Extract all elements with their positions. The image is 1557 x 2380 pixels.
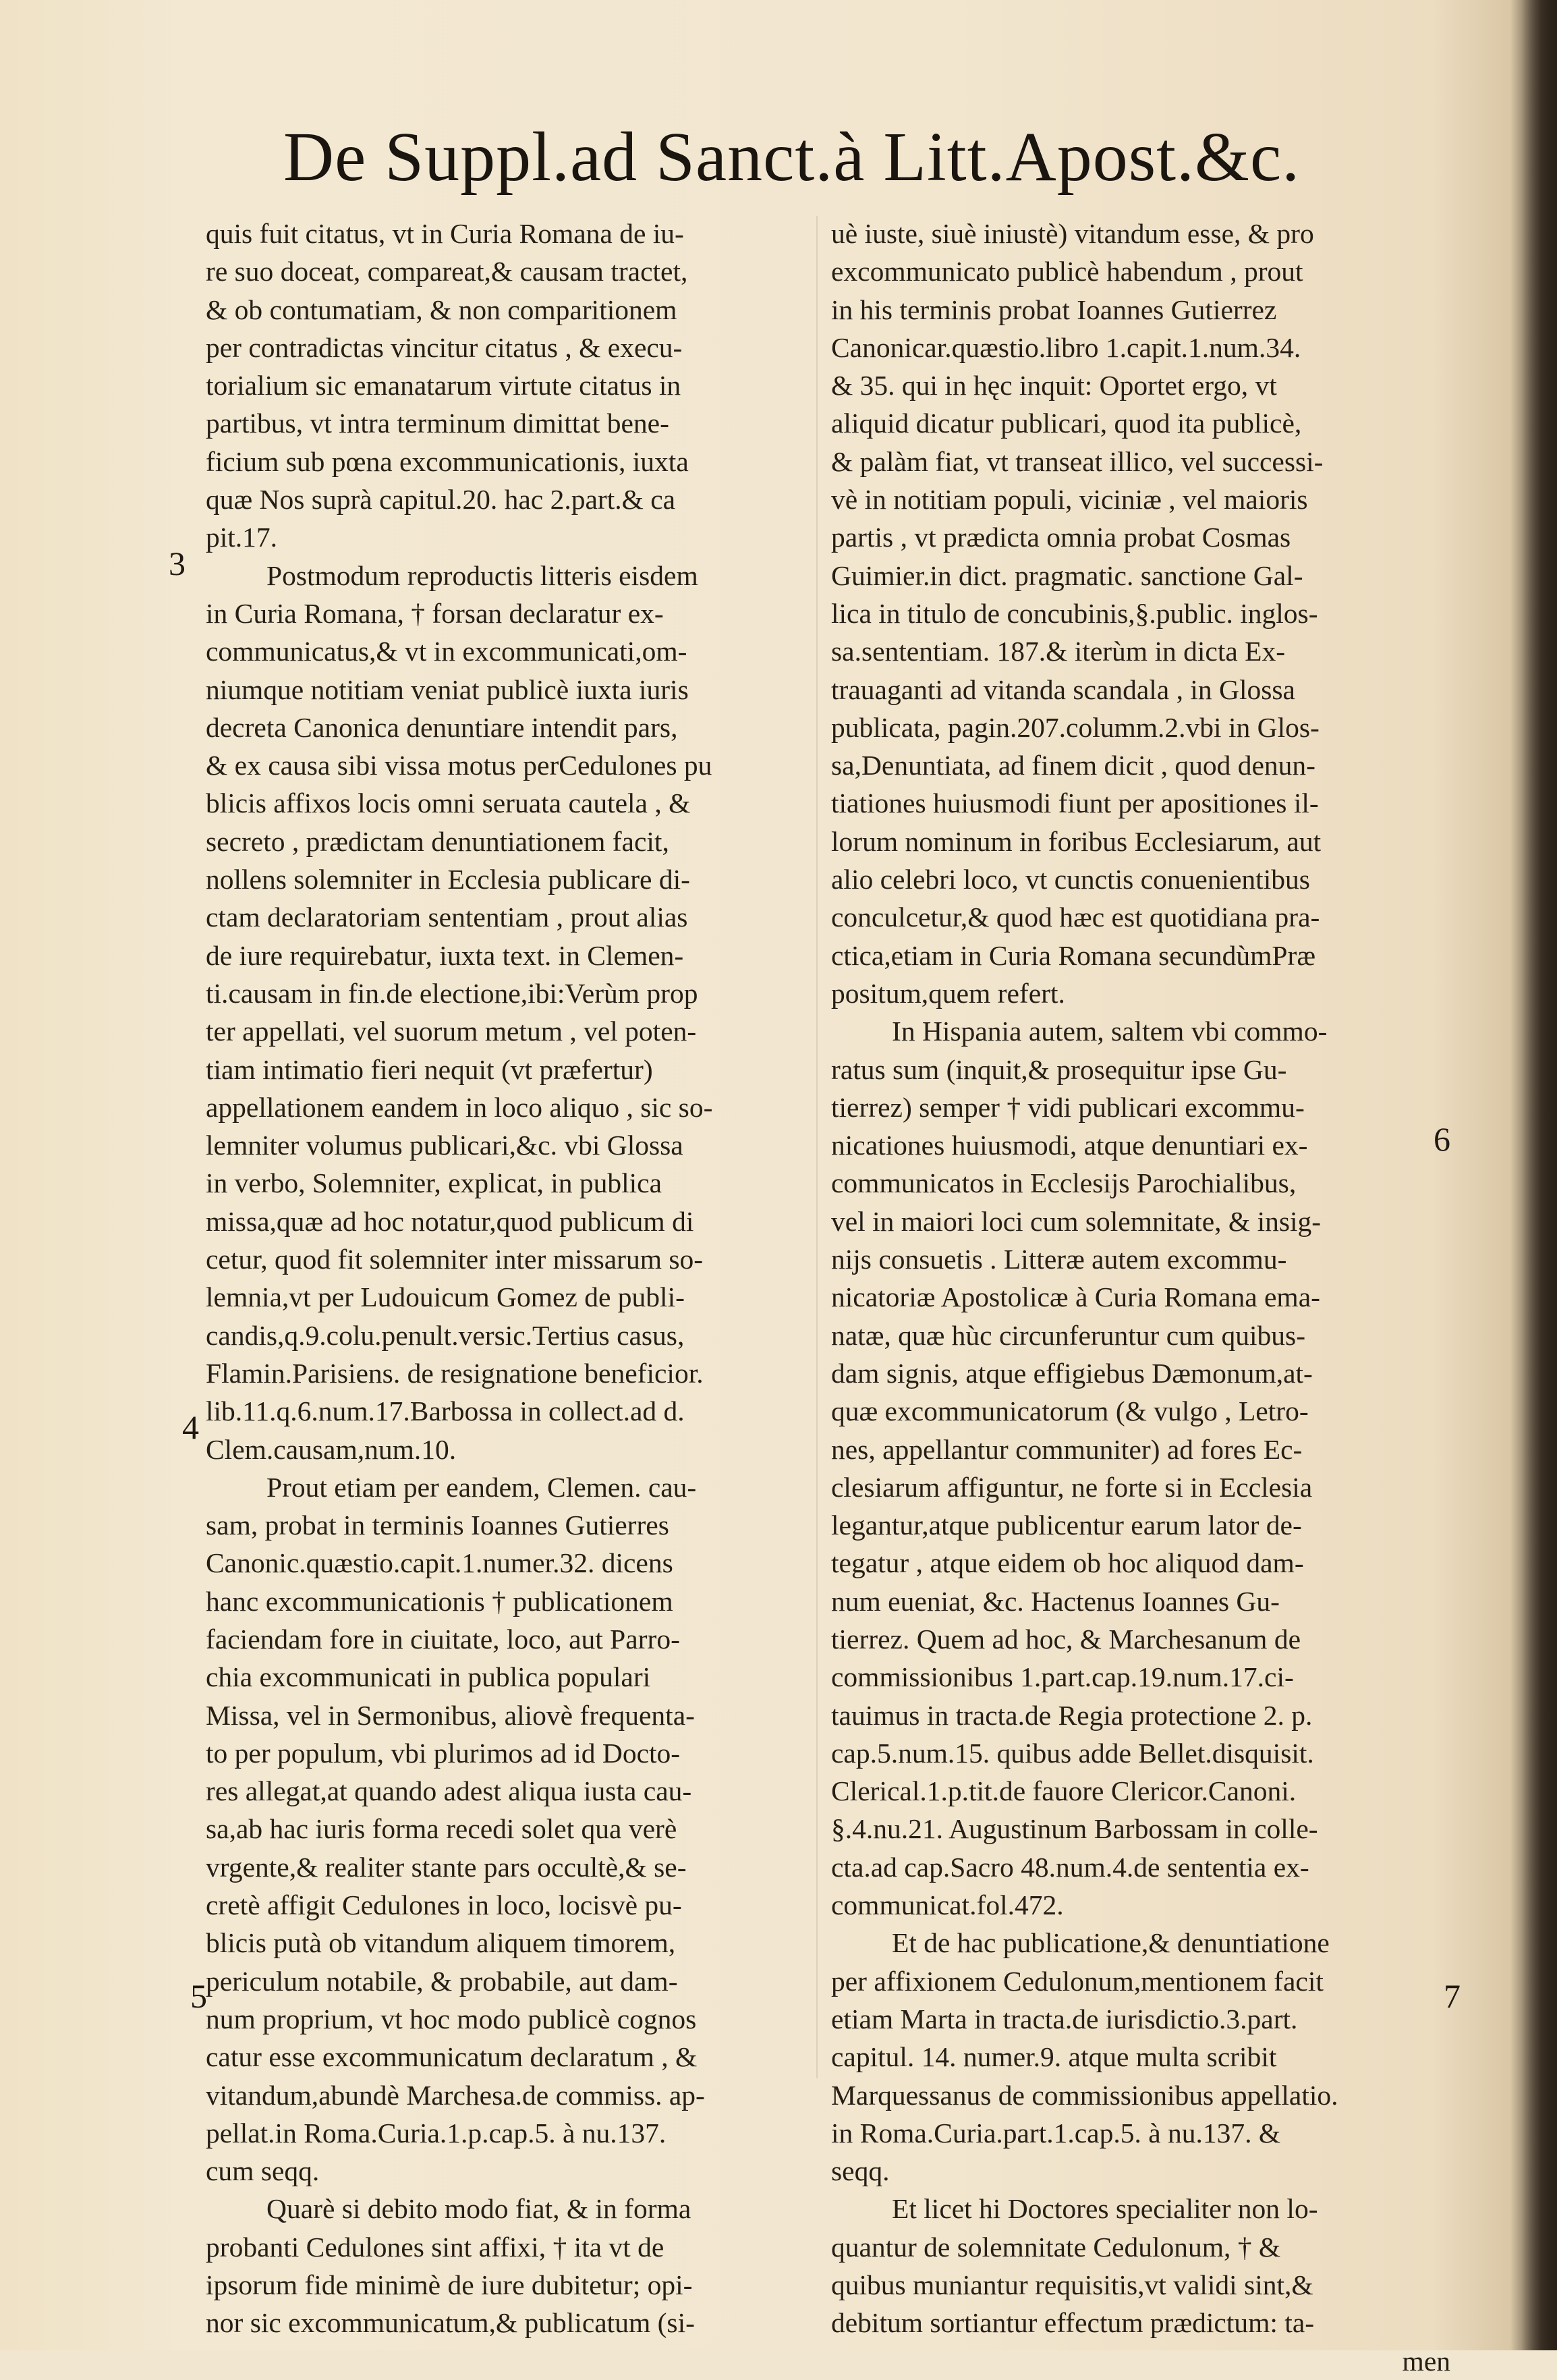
- text-line: per affixionem Cedulonum,mentionem facit: [831, 1965, 1324, 1997]
- binding-shadow: [1521, 0, 1557, 2350]
- text-line: catur esse excommunicatum declaratum , &: [206, 2041, 698, 2073]
- text-line: cap.5.num.15. quibus adde Bellet.disquisit.: [831, 1737, 1314, 1769]
- text-line: sa,ab hac iuris forma recedi solet qua verè: [206, 1813, 677, 1845]
- text-line: ctica,etiam in Curia Romana secundùmPræ: [831, 939, 1316, 971]
- text-line: vrgente,& realiter stante pars occultè,& se-: [206, 1851, 687, 1883]
- text-line: to per populum, vbi plurimos ad id Docto-: [206, 1737, 681, 1769]
- text-line: blicis affixos locis omni seruata cautela , &: [206, 787, 691, 819]
- text-line: tegatur , atque eidem ob hoc aliquod dam-: [831, 1547, 1304, 1579]
- text-line: probanti Cedulones sint affixi, † ita vt de: [206, 2231, 664, 2263]
- margin-number-7: 7: [1444, 1977, 1461, 2015]
- text-line: ter appellati, vel suorum metum , vel poten-: [206, 1016, 697, 1047]
- text-line: communicat.fol.472.: [831, 1889, 1064, 1921]
- margin-number-6: 6: [1434, 1120, 1450, 1158]
- text-line: Flamin.Parisiens. de resignatione beneficior.: [206, 1357, 704, 1389]
- margin-number-3: 3: [169, 545, 186, 582]
- text-line: & ex causa sibi vissa motus perCedulones pu: [206, 750, 712, 781]
- text-line: cta.ad cap.Sacro 48.num.4.de sententia ex-: [831, 1851, 1309, 1883]
- text-line: nor sic excommunicatum,& publicatum (si-: [206, 2307, 695, 2339]
- text-line: cetur, quod fit solemniter inter missarum so-: [206, 1244, 704, 1275]
- text-line: chia excommunicati in publica populari: [206, 1661, 651, 1693]
- margin-number-4: 4: [182, 1408, 199, 1446]
- text-line: torialium sic emanatarum virtute citatus in: [206, 370, 681, 402]
- text-line: nicationes huiusmodi, atque denuntiari ex-: [831, 1130, 1308, 1161]
- text-line: dam signis, atque effigiebus Dæmonum,at-: [831, 1357, 1313, 1389]
- text-line: clesiarum affiguntur, ne forte si in Ecclesia: [831, 1471, 1313, 1503]
- text-line: vitandum,abundè Marchesa.de commiss. ap-: [206, 2079, 705, 2111]
- text-line: lemnia,vt per Ludouicum Gomez de publi-: [206, 1281, 685, 1313]
- text-line: ratus sum (inquit,& prosequitur ipse Gu-: [831, 1053, 1287, 1085]
- text-line: cretè affigit Cedulones in loco, locisvè pu-: [206, 1889, 682, 1921]
- text-line: ctam declaratoriam sententiam , prout alias: [206, 902, 688, 933]
- text-line: lica in titulo de concubinis,§.public. inglos-: [831, 597, 1318, 629]
- text-line: niumque notitiam veniat publicè iuxta iuris: [206, 673, 689, 705]
- text-line: Prout etiam per eandem, Clemen. cau-: [266, 1471, 697, 1503]
- text-line: secreto , prædictam denuntiationem facit,: [206, 825, 669, 857]
- text-line: per contradictas vincitur citatus , & execu-: [206, 331, 683, 363]
- text-line: sa.sententiam. 187.& iterùm in dicta Ex-: [831, 636, 1286, 667]
- text-line: communicatos in Ecclesijs Parochialibus,: [831, 1167, 1297, 1199]
- text-line: & ob contumatiam, & non comparitionem: [206, 294, 677, 325]
- text-line: legantur,atque publicentur earum lator de-: [831, 1510, 1302, 1541]
- margin-number-5: 5: [190, 1977, 207, 2015]
- text-line: periculum notabile, & probabile, aut dam-: [206, 1965, 678, 1997]
- text-line: tiam intimatio fieri nequit (vt præfertur): [206, 1053, 653, 1085]
- text-line: quibus muniantur requisitis,vt validi sint,&: [831, 2269, 1313, 2301]
- text-line: nollens solemniter in Ecclesia publicare di-: [206, 864, 690, 895]
- text-line: num eueniat, &c. Hactenus Ioannes Gu-: [831, 1585, 1280, 1617]
- text-line: In Hispania autem, saltem vbi commo-: [892, 1016, 1328, 1047]
- text-line: de iure requirebatur, iuxta text. in Clemen-: [206, 939, 684, 971]
- text-line: lemniter volumus publicari,&c. vbi Glossa: [206, 1130, 683, 1161]
- text-line: blicis putà ob vitandum aliquem timorem,: [206, 1927, 676, 1959]
- text-line: partibus, vt intra terminum dimittat bene-: [206, 408, 669, 439]
- text-line: sam, probat in terminis Ioannes Gutierres: [206, 1510, 669, 1541]
- text-line: hanc excommunicationis † publicationem: [206, 1585, 673, 1617]
- text-line: & 35. qui in hęc inquit: Oportet ergo, vt: [831, 370, 1277, 402]
- page-header-title: De Suppl.ad Sanct.à Litt.Apost.&c.: [283, 118, 1301, 196]
- right-text-column: [831, 215, 1450, 2380]
- text-line: quæ Nos suprà capitul.20. hac 2.part.& ca: [206, 484, 676, 516]
- text-line: decreta Canonica denuntiare intendit pars,: [206, 711, 678, 743]
- text-line: Canonicar.quæstio.libro 1.capit.1.num.34.: [831, 331, 1301, 363]
- text-line: re suo doceat, compareat,& causam tractet,: [206, 256, 688, 287]
- text-line: Clerical.1.p.tit.de fauore Clericor.Canoni.: [831, 1775, 1297, 1807]
- text-line: etiam Marta in tracta.de iurisdictio.3.part.: [831, 2003, 1298, 2035]
- text-line: appellationem eandem in loco aliquo , sic so-: [206, 1091, 713, 1123]
- text-line: in his terminis probat Ioannes Gutierrez: [831, 294, 1277, 325]
- text-line: pit.17.: [206, 522, 278, 553]
- text-line: quis fuit citatus, vt in Curia Romana de iu-: [206, 218, 684, 249]
- text-line: ficium sub pœna excommunicationis, iuxta: [206, 445, 689, 477]
- text-line: missa,quæ ad hoc notatur,quod publicum di: [206, 1205, 694, 1237]
- left-text-column: [206, 215, 825, 2342]
- text-line: commissionibus 1.part.cap.19.num.17.ci-: [831, 1661, 1294, 1693]
- text-line: quantur de solemnitate Cedulonum, † &: [831, 2231, 1281, 2263]
- text-line: Clem.causam,num.10.: [206, 1433, 457, 1465]
- text-line: Et de hac publicatione,& denuntiatione: [892, 1927, 1330, 1959]
- text-line: cum seqq.: [206, 2155, 320, 2187]
- text-line: Marquessanus de commissionibus appellatio.: [831, 2079, 1338, 2111]
- text-line: Missa, vel in Sermonibus, aliovè frequenta-: [206, 1699, 695, 1731]
- text-line: tauimus in tracta.de Regia protectione 2. p.: [831, 1699, 1313, 1731]
- text-line: in verbo, Solemniter, explicat, in publica: [206, 1167, 662, 1199]
- text-line: res allegat,at quando adest aliqua iusta cau-: [206, 1775, 692, 1807]
- text-line: vè in notitiam populi, viciniæ , vel maioris: [831, 484, 1308, 516]
- text-line: capitul. 14. numer.9. atque multa scribit: [831, 2041, 1277, 2073]
- text-line: num proprium, vt hoc modo publicè cognos: [206, 2003, 697, 2035]
- text-line: quæ excommunicatorum (& vulgo , Letro-: [831, 1395, 1309, 1427]
- text-line: sa,Denuntiata, ad finem dicit , quod denun-: [831, 750, 1315, 781]
- text-line: vel in maiori loci cum solemnitate, & insig-: [831, 1205, 1322, 1237]
- text-line: tierrez. Quem ad hoc, & Marchesanum de: [831, 1623, 1301, 1655]
- text-line: in Curia Romana, † forsan declaratur ex-: [206, 597, 664, 629]
- text-line: excommunicato publicè habendum , prout: [831, 256, 1303, 287]
- text-line: tiationes huiusmodi fiunt per apositiones il-: [831, 787, 1319, 819]
- text-line: trauaganti ad vitanda scandala , in Glossa: [831, 673, 1295, 705]
- text-line: Postmodum reproductis litteris eisdem: [266, 559, 698, 591]
- text-line: candis,q.9.colu.penult.versic.Tertius casus,: [206, 1319, 685, 1351]
- text-line: men: [1402, 2345, 1450, 2377]
- text-line: nicatoriæ Apostolicæ à Curia Romana ema-: [831, 1281, 1320, 1313]
- text-line: in Roma.Curia.part.1.cap.5. à nu.137. &: [831, 2117, 1281, 2149]
- text-line: pellat.in Roma.Curia.1.p.cap.5. à nu.137.: [206, 2117, 667, 2149]
- text-line: Guimier.in dict. pragmatic. sanctione Gal-: [831, 559, 1303, 591]
- text-line: debitum sortiantur effectum prædictum: ta-: [831, 2307, 1315, 2339]
- text-line: natæ, quæ hùc circunferuntur cum quibus-: [831, 1319, 1306, 1351]
- text-line: Canonic.quæstio.capit.1.numer.32. dicens: [206, 1547, 673, 1579]
- text-line: nijs consuetis . Litteræ autem excommu-: [831, 1244, 1287, 1275]
- text-line: conculcetur,& quod hæc est quotidiana pra-: [831, 902, 1320, 933]
- text-line: faciendam fore in ciuitate, loco, aut Parro-: [206, 1623, 680, 1655]
- text-line: ti.causam in fin.de electione,ibi:Verùm prop: [206, 977, 698, 1009]
- text-line: communicatus,& vt in excommunicati,om-: [206, 636, 687, 667]
- text-line: ipsorum fide minimè de iure dubitetur; opi-: [206, 2269, 693, 2301]
- text-line: §.4.nu.21. Augustinum Barbossam in colle-: [831, 1813, 1318, 1845]
- text-line: publicata, pagin.207.columm.2.vbi in Glos-: [831, 711, 1320, 743]
- text-line: aliquid dicatur publicari, quod ita publicè,: [831, 408, 1302, 439]
- text-line: nes, appellantur communiter) ad fores Ec-: [831, 1433, 1303, 1465]
- text-line: uè iuste, siuè iniustè) vitandum esse, & pro: [831, 218, 1314, 249]
- text-line: Quarè si debito modo fiat, & in forma: [266, 2193, 691, 2225]
- text-line: positum,quem refert.: [831, 977, 1065, 1009]
- text-line: & palàm fiat, vt transeat illico, vel successi-: [831, 445, 1324, 477]
- text-line: alio celebri loco, vt cunctis conuenientibus: [831, 864, 1310, 895]
- text-line: tierrez) semper † vidi publicari excommu-: [831, 1091, 1305, 1123]
- text-line: seqq.: [831, 2155, 890, 2187]
- text-line: Et licet hi Doctores specialiter non lo-: [892, 2193, 1318, 2225]
- text-line: partis , vt prædicta omnia probat Cosmas: [831, 522, 1291, 553]
- text-line: lib.11.q.6.num.17.Barbossa in collect.ad d.: [206, 1395, 685, 1427]
- text-line: lorum nominum in foribus Ecclesiarum, aut: [831, 825, 1322, 857]
